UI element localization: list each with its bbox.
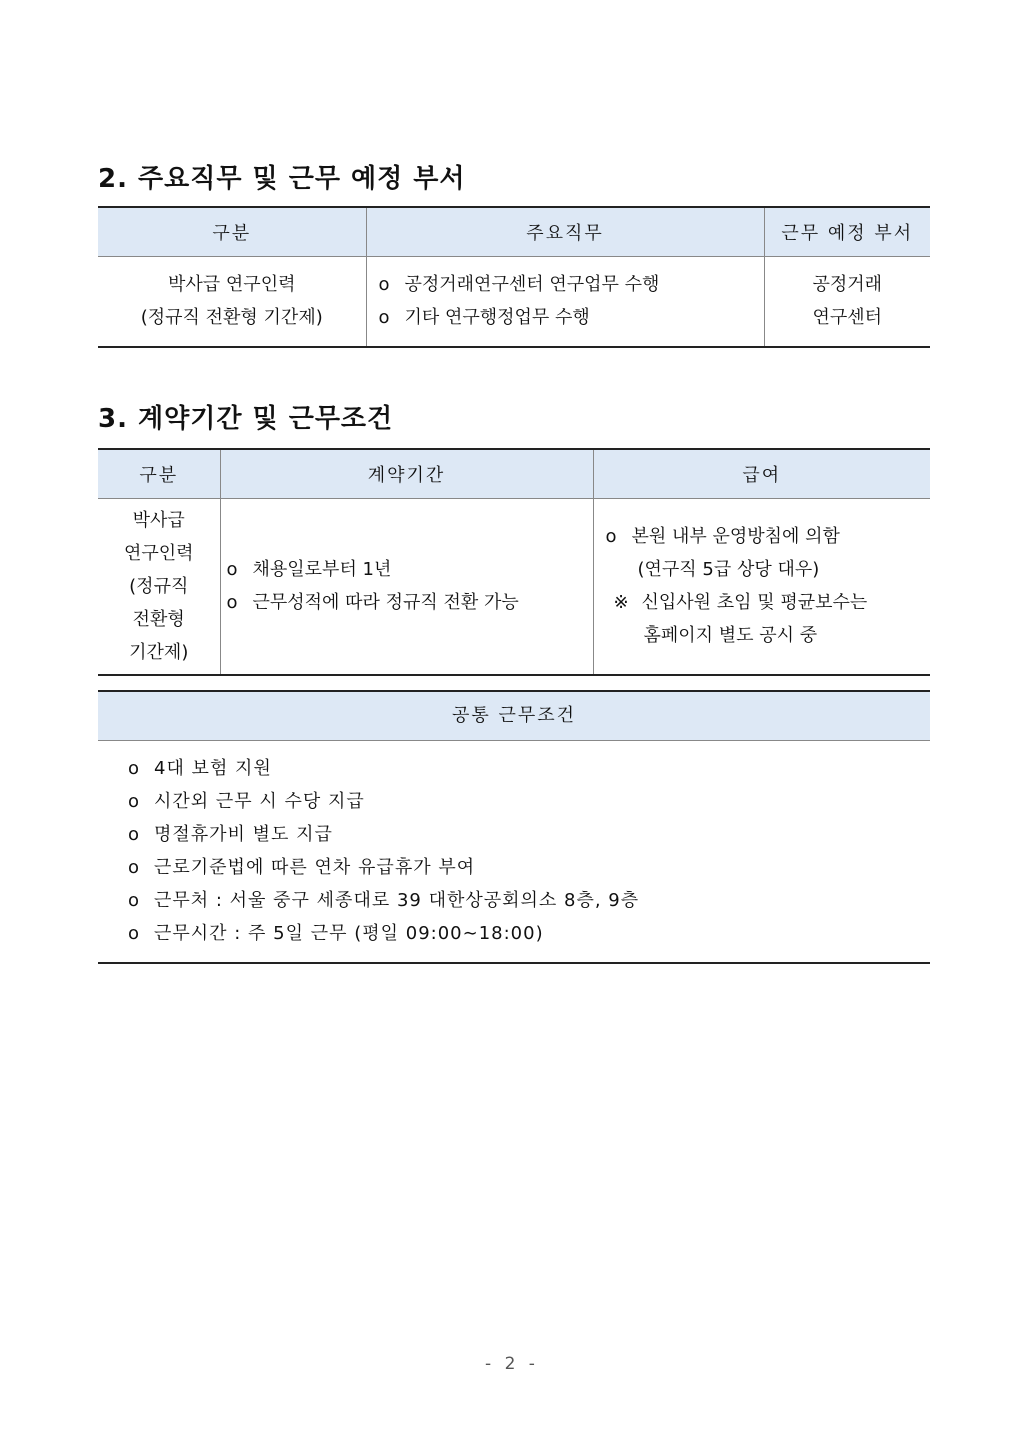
header-department: 근무 예정 부서: [764, 207, 930, 257]
bullet-icon: o: [226, 592, 238, 614]
category-cell: 박사급 연구인력 (정규직 전환형 기간제): [98, 499, 220, 675]
list-item: o 근무처 : 서울 중구 세종대로 39 대한상공회의소 8층, 9층: [128, 884, 639, 917]
bullet-icon: o: [128, 824, 141, 845]
contract-item: o 근무성적에 따라 정규직 전환 가능: [221, 586, 593, 619]
duties-table: [98, 206, 930, 348]
page-number: - 2 -: [485, 1354, 539, 1374]
department-cell: 공정거래 연구센터: [764, 257, 930, 347]
bullet-icon: o: [605, 526, 617, 548]
header-contract-period: 계약기간: [220, 449, 593, 499]
list-item: o 4대 보험 지원: [128, 752, 639, 785]
salary-note-cont: 홈페이지 별도 공시 중: [643, 625, 818, 647]
bullet-icon: o: [128, 923, 141, 944]
contract-table: [98, 448, 930, 676]
list-item: o 근로기준법에 따른 연차 유급휴가 부여: [128, 851, 639, 884]
bullet-icon: o: [128, 758, 141, 779]
section-2-title: 2. 주요직무 및 근무 예정 부서: [98, 164, 466, 194]
salary-cell: [593, 499, 930, 675]
bullet-icon: o: [128, 791, 141, 812]
duties-cell: [366, 257, 764, 347]
salary-note: ※ 신입사원 초임 및 평균보수는: [594, 586, 931, 619]
list-item: o 명절휴가비 별도 지급: [128, 818, 639, 851]
bullet-icon: o: [378, 307, 390, 329]
header-salary: 급여: [593, 449, 930, 499]
contract-cell: [220, 499, 593, 675]
list-item: o 시간외 근무 시 수당 지급: [128, 785, 639, 818]
reference-mark-icon: ※: [613, 592, 629, 614]
list-item: o 근무시간 : 주 5일 근무 (평일 09:00∼18:00): [128, 917, 639, 950]
bullet-icon: o: [128, 857, 141, 878]
common-conditions-bottom-rule: [98, 962, 930, 964]
salary-item: o 본원 내부 운영방침에 의함: [594, 520, 931, 553]
header-category: 구분: [98, 207, 366, 257]
bullet-icon: o: [226, 559, 238, 581]
bullet-icon: o: [128, 890, 141, 911]
duty-item: o 기타 연구행정업무 수행: [367, 301, 764, 334]
section-3-title: 3. 계약기간 및 근무조건: [98, 404, 394, 434]
duty-item: o 공정거래연구센터 연구업무 수행: [367, 268, 764, 301]
common-conditions-header: 공통 근무조건: [98, 690, 930, 741]
salary-sub: (연구직 5급 상당 대우): [637, 559, 820, 581]
category-cell: 박사급 연구인력 (정규직 전환형 기간제): [98, 257, 366, 347]
header-category: 구분: [98, 449, 220, 499]
bullet-icon: o: [378, 274, 390, 296]
contract-item: o 채용일로부터 1년: [221, 553, 593, 586]
common-conditions-list: [128, 752, 639, 950]
header-duties: 주요직무: [366, 207, 764, 257]
